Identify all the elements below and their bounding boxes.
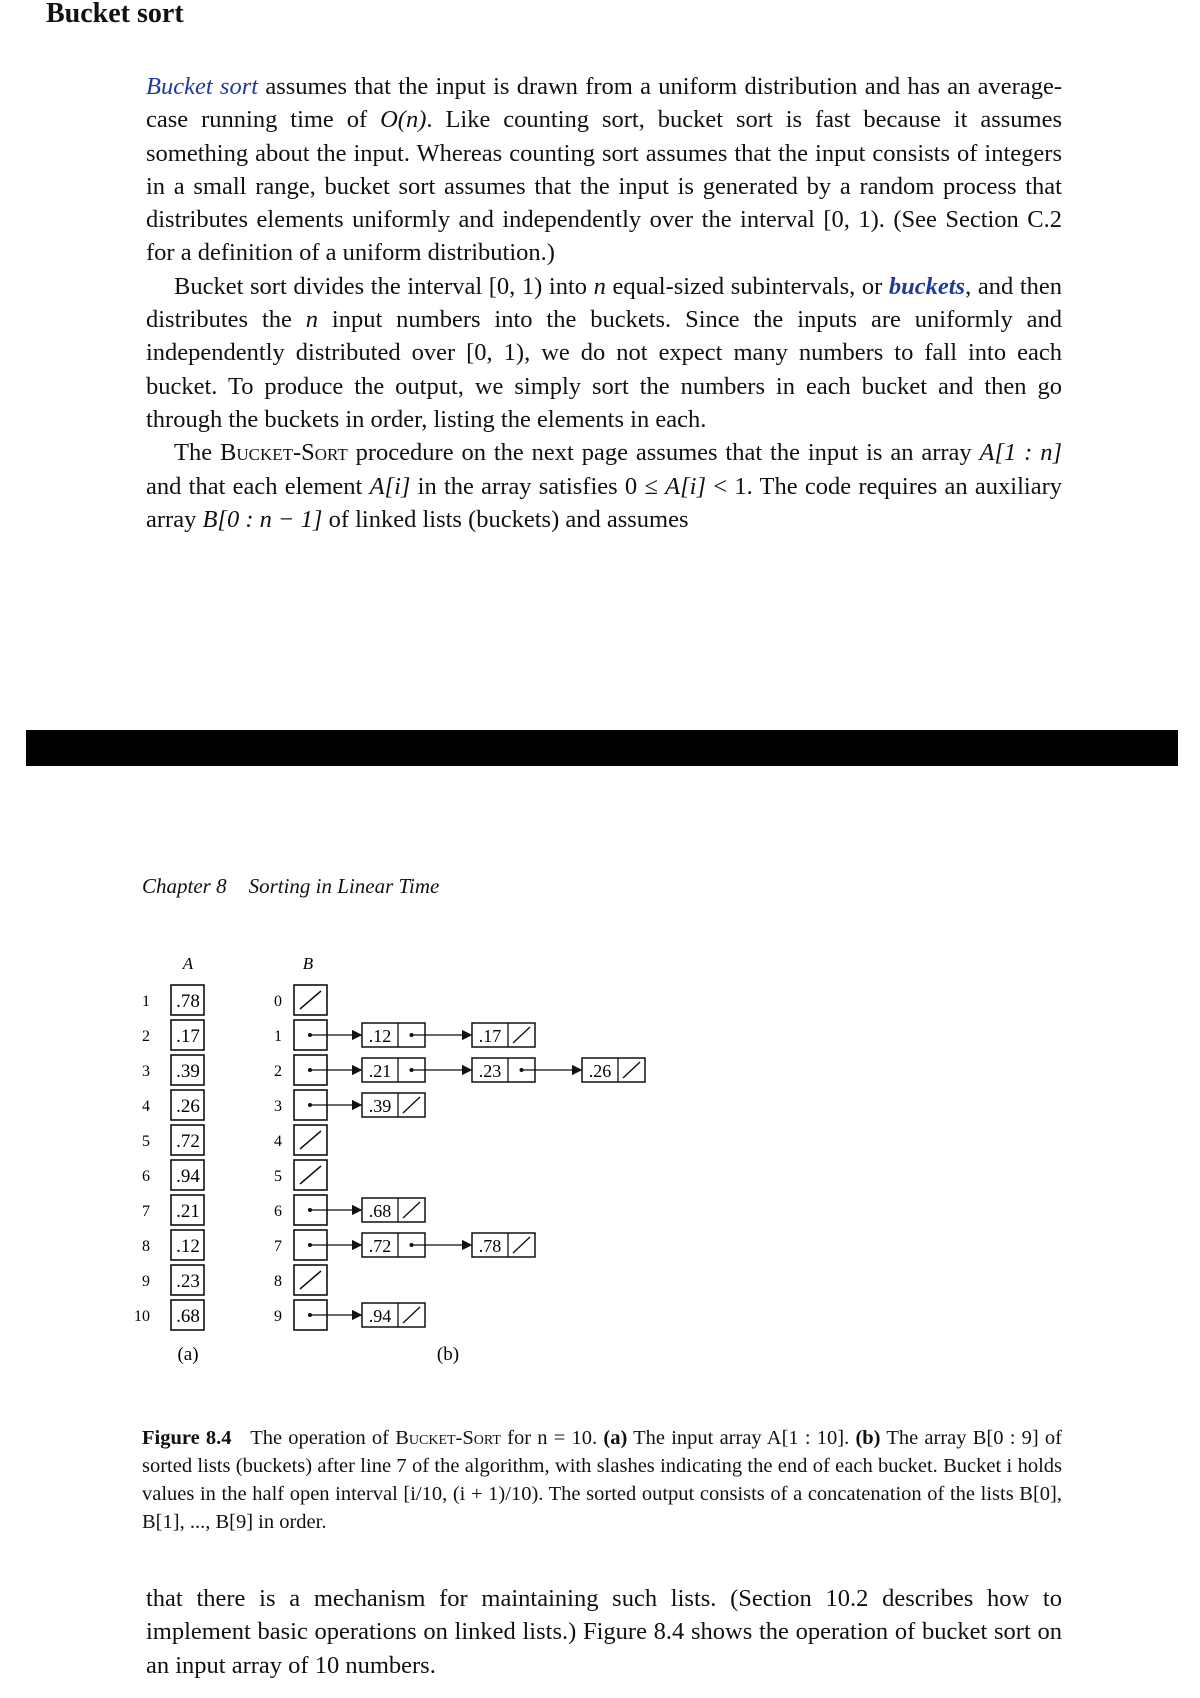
intro-paragraph-1: Bucket sort assumes that the input is drawn from a uniform distribution and has an average-case running time of O(n). Like counting sort, bucket sort is fast because it assumes something about the input. Whereas counting sort assumes that the input consists of integers in a small range, bucket sort assumes that the input is generated by a random process that distributes elements uniformly and independently over the interval [0, 1). (See Section C.2 for a definition of a uniform distribution.) <box>146 73 1063 267</box>
array-b-label: B <box>302 954 314 973</box>
array-a-value: .21 <box>176 1201 200 1222</box>
array-a-index: 10 <box>134 1308 150 1325</box>
list-node-value: .12 <box>368 1026 392 1046</box>
array-b-index: 5 <box>274 1168 282 1185</box>
intro-paragraph-2: Bucket sort divides the interval [0, 1) into n equal-sized subintervals, or buckets, and then distributes the n input numbers into the buckets. Since the inputs are uniformly and independently distributed over [0, 1), we do not expect many numbers to fall into each bucket. To produce the output, we simply sort the numbers in each bucket and then go through the buckets in order, listing the elements in each. <box>146 272 1063 433</box>
list-node-value: .21 <box>368 1061 392 1081</box>
figure-number: Figure 8.4 <box>142 1427 232 1449</box>
list-node-value: .68 <box>368 1201 392 1221</box>
array-a-value: .68 <box>176 1306 200 1327</box>
chapter-header <box>142 874 439 899</box>
array-a-index: 1 <box>142 993 150 1010</box>
array-a-index: 3 <box>142 1063 150 1080</box>
array-a-value: .17 <box>176 1026 200 1047</box>
procedure-name: Bucket-Sort <box>219 439 348 467</box>
array-a-value: .72 <box>176 1131 200 1152</box>
array-a-value: .23 <box>176 1271 200 1292</box>
figure-caption: Figure 8.4 The operation of Bucket-Sort for n = 10. (a) The input array A[1 : 10]. (b) The array B[0 : 9] of sorted lists (buckets) after line 7 of the algorithm, with slashes indicating the end of each bucket. Bucket i holds values in the half open interval [i/10, (i + 1)/10). The sorted output consists of a concatenation of the lists B[0], B[1], ..., B[9] in order. <box>142 1427 1062 1533</box>
list-node-value: .72 <box>368 1236 392 1256</box>
array-b-index: 8 <box>274 1273 282 1290</box>
figure-label-b: (b) <box>436 1344 460 1365</box>
page-title: Bucket sort <box>46 0 184 29</box>
page-break-bar <box>26 730 1178 766</box>
continuation-paragraph: that there is a mechanism for maintaining such lists. (Section 10.2 describes how to implement basic operations on linked lists.) Figure 8.4 shows the operation of bucket sort on an input array of 10 numbers. <box>146 1585 1062 1679</box>
buckets-term: buckets <box>888 272 966 300</box>
intro-paragraph-3: The Bucket-Sort procedure on the next page assumes that the input is an array A[1 : n] and that each element A[i] in the array satisfies 0 ≤ A[i] < 1. The code requires an auxiliary array B[0 : n − 1] of linked lists (buckets) and assumes <box>146 439 1063 533</box>
array-a-index: 2 <box>142 1028 150 1045</box>
chapter-number: Chapter 8 <box>142 874 227 898</box>
list-node-value: .39 <box>368 1096 392 1116</box>
array-a-index: 6 <box>142 1168 150 1185</box>
array-a-index: 5 <box>142 1133 150 1150</box>
array-a-value: .12 <box>176 1236 200 1257</box>
array-b-index: 2 <box>274 1063 282 1080</box>
array-a <box>134 985 204 1330</box>
bucket-sort-figure <box>130 945 690 1375</box>
array-b-index: 3 <box>274 1098 282 1115</box>
array-a-index: 4 <box>142 1098 150 1115</box>
list-node-value: .94 <box>368 1306 392 1326</box>
list-node-value: .17 <box>478 1026 502 1046</box>
array-b-index: 0 <box>274 993 282 1010</box>
chapter-title: Sorting in Linear Time <box>248 874 440 898</box>
list-node-value: .23 <box>478 1061 502 1081</box>
array-a-value: .94 <box>176 1166 200 1187</box>
big-o-expression: O(n) <box>380 106 427 134</box>
array-b-index: 9 <box>274 1308 282 1325</box>
list-node-value: .78 <box>478 1236 502 1256</box>
array-b <box>274 985 645 1330</box>
array-b-index: 4 <box>274 1133 282 1150</box>
array-a-value: .26 <box>176 1096 200 1117</box>
array-b-index: 6 <box>274 1203 282 1220</box>
array-b-index: 7 <box>274 1238 282 1255</box>
array-a-label: A <box>182 954 194 973</box>
array-a-value: .39 <box>176 1061 200 1082</box>
continuation-text <box>146 1582 1062 1682</box>
intro-text <box>146 70 1062 536</box>
array-a-index: 7 <box>142 1203 150 1220</box>
bucket-sort-term: Bucket sort <box>146 73 259 100</box>
array-a-index: 9 <box>142 1273 150 1290</box>
list-node-value: .26 <box>588 1061 612 1081</box>
array-a-index: 8 <box>142 1238 150 1255</box>
array-a-value: .78 <box>176 991 200 1012</box>
figure-label-a: (a) <box>177 1344 199 1365</box>
array-b-index: 1 <box>274 1028 282 1045</box>
